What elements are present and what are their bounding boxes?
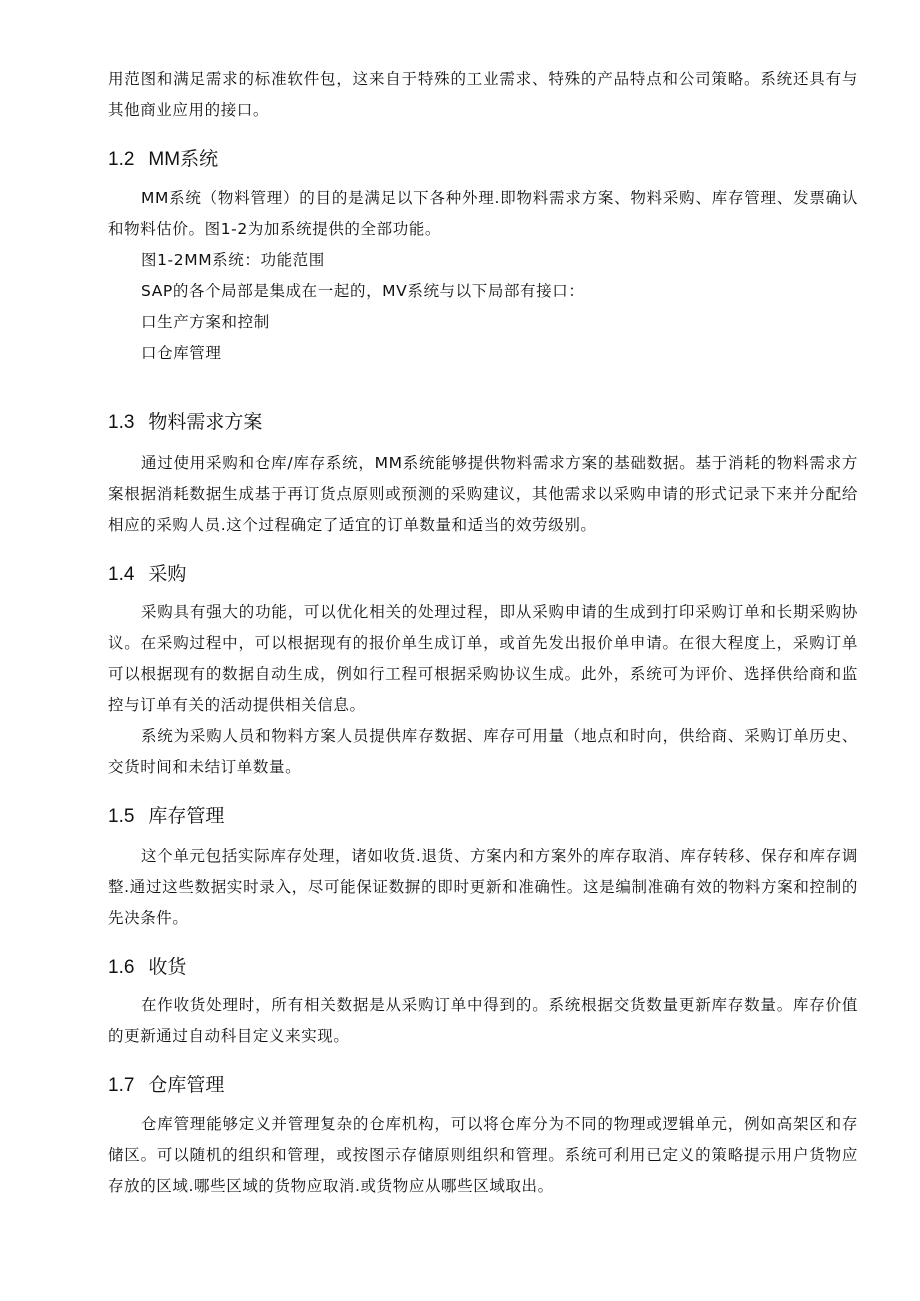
paragraph: 在作收货处理时，所有相关数据是从采购订单中得到的。系统根据交货数量更新库存数量。库存价值的更新通过自动科目定义来实现。	[108, 996, 858, 1045]
section-1-4-body	[108, 597, 858, 783]
paragraph: 采购具有强大的功能，可以优化相关的处理过程，即从采购申请的生成到打印采购订单和长期采购协议。在采购过程中，可以根据现有的报价单生成订单，或首先发出报价单申请。在很大程度上，采购订单可以根据现有的数据自动生成，例如行工程可根据采购协议生成。此外，系统可为评价、选择供给商和监控与订单有关的活动提供相关信息。	[108, 603, 858, 714]
section-title: MM系统	[148, 149, 219, 170]
paragraph: 仓库管理能够定义并管理复杂的仓库机构，可以将仓库分为不同的物理或逻辑单元，例如高架区和存储区。可以随机的组织和管理，或按图示存储原则组织和管理。系统可利用已定义的策略提示用户货物应存放的区域.哪些区域的货物应取消.或货物应从哪些区域取出。	[108, 1115, 858, 1195]
section-heading-1-3	[108, 409, 262, 436]
intro-paragraph: 用范图和满足需求的标准软件包，这来自于特殊的工业需求、特殊的产品特点和公司策略。系统还具有与其他商业应用的接口。	[108, 70, 858, 119]
section-number: 1.5	[108, 806, 135, 827]
section-heading-1-5	[108, 803, 224, 830]
section-title: 收货	[148, 956, 187, 978]
section-title: 采购	[148, 563, 187, 585]
section-1-2-body	[108, 183, 858, 369]
section-title: 物料需求方案	[148, 411, 263, 433]
section-1-7-body	[108, 1109, 858, 1202]
paragraph: 通过使用采购和仓库/库存系统，MM系统能够提供物料需求方案的基础数据。基于消耗的物料需求方案根据消耗数据生成基于再订货点原则或预测的采购建议，其他需求以采购申请的形式记录下来并分配给相应的采购人员.这个过程确定了适宜的订单数量和适当的效劳级别。	[108, 454, 858, 534]
section-number: 1.6	[108, 957, 135, 978]
section-heading-1-4	[108, 561, 186, 588]
section-1-3-body	[108, 448, 858, 541]
paragraph: SAP的各个局部是集成在一起的，MV系统与以下局部有接口：	[141, 282, 585, 300]
list-item: 口生产方案和控制	[141, 313, 270, 331]
intro-section	[108, 64, 858, 126]
section-number: 1.3	[108, 412, 135, 433]
paragraph: 系统为采购人员和物料方案人员提供库存数据、库存可用量（地点和时向，供给商、采购订单历史、交货时间和未结订单数量。	[108, 727, 858, 776]
section-1-5-body	[108, 841, 858, 934]
section-number: 1.4	[108, 564, 135, 585]
section-heading-1-2	[108, 146, 218, 173]
section-title: 库存管理	[148, 805, 225, 827]
section-heading-1-7	[108, 1072, 224, 1099]
list-item: 口仓库管理	[141, 344, 222, 362]
section-1-6-body	[108, 990, 858, 1052]
section-title: 仓库管理	[148, 1074, 225, 1096]
figure-caption: 图1-2MM系统：功能范围	[141, 251, 325, 269]
paragraph: 这个单元包括实际库存处理，诸如收货.退货、方案内和方案外的库存取消、库存转移、保存和库存调整.通过这些数据实时录入，尽可能保证数摒的即时更新和准确性。这是编制准确有效的物料方案和控制的先决条件。	[108, 847, 858, 927]
section-number: 1.7	[108, 1075, 135, 1096]
paragraph: MM系统（物料管理）的目的是满足以下各种外理.即物料需求方案、物料采购、库存管理、发票确认和物料估价。图1-2为加系统提供的全部功能。	[108, 189, 858, 238]
section-heading-1-6	[108, 954, 186, 981]
section-number: 1.2	[108, 149, 135, 170]
